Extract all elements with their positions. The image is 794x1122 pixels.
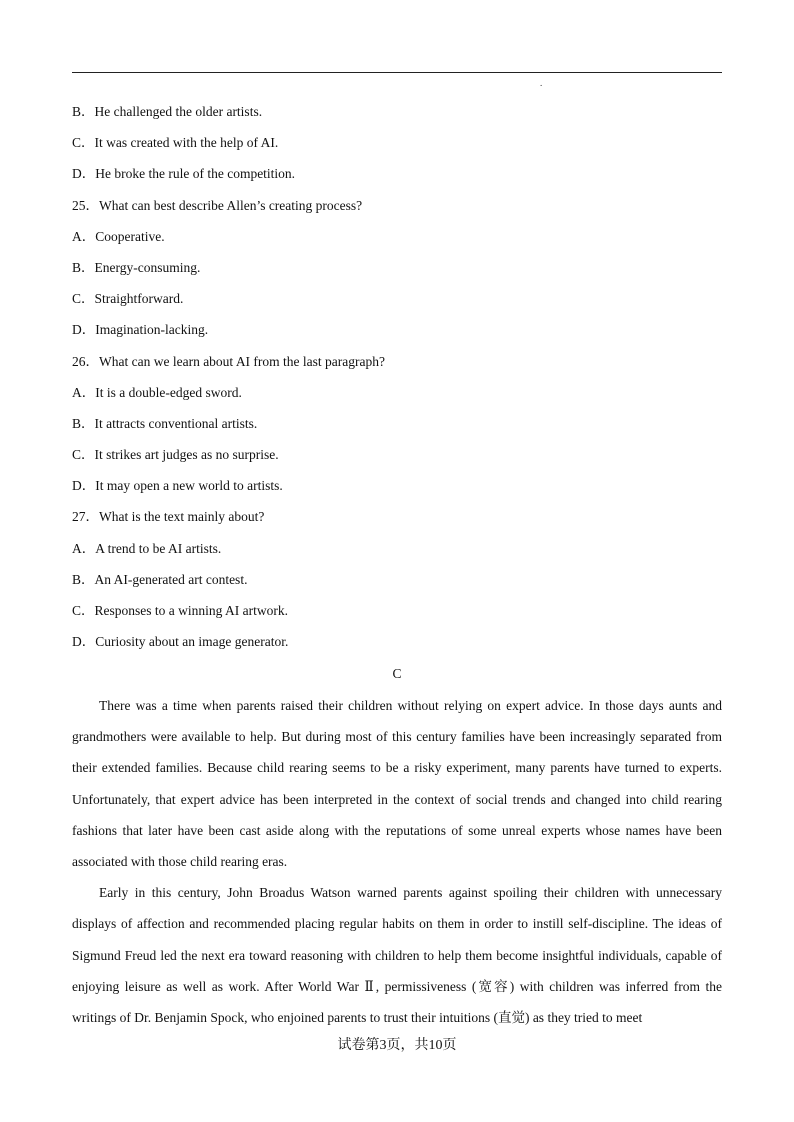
page-footer: 试卷第3页，共10页 [337, 1038, 457, 1053]
passage-paragraph-1: There was a time when parents raised their children without relying on expert advice. In those days aunts and grandmothers were available to help. But during most of this century families have been increasingly separated from their extended families. Because child rearing seems to be a risky experiment, many parents have turned to experts. Unfortunately, that expert advice has been interpreted in the context of social trends and changed into child rearing fashions that later have been cast aside along with the reputations of some unreal experts whose names have been associated with those child rearing eras. [72, 698, 722, 870]
option-25-a: A．Cooperative. [72, 228, 165, 244]
option-27-b: B．An AI-generated art contest. [72, 571, 248, 587]
question-27: 27．What is the text mainly about? [72, 509, 265, 525]
option-24-c: C．It was created with the help of AI. [72, 135, 279, 151]
section-label: C [392, 666, 402, 681]
option-25-c: C．Straightforward. [72, 291, 184, 307]
option-27-c: C．Responses to a winning AI artwork. [72, 603, 288, 618]
reading-passage [72, 690, 722, 1033]
option-26-c: C．It strikes art judges as no surprise. [72, 447, 279, 463]
option-25-d: D．Imagination-lacking. [72, 322, 209, 338]
header-rule [72, 72, 722, 73]
option-24-b: B．He challenged the older artists. [72, 104, 263, 119]
option-24-d: D．He broke the rule of the competition. [72, 166, 296, 182]
option-27-a: A．A trend to be AI artists. [72, 540, 222, 556]
question-options [72, 100, 722, 661]
option-27-d: D．Curiosity about an image generator. [72, 634, 289, 650]
question-26: 26．What can we learn about AI from the last paragraph? [72, 353, 385, 369]
option-25-b: B．Energy-consuming. [72, 259, 201, 275]
option-26-d: D．It may open a new world to artists. [72, 478, 283, 494]
question-25: 25．What can best describe Allen’s creating process? [72, 197, 363, 213]
option-26-b: B．It attracts conventional artists. [72, 415, 258, 431]
header-mark: . [540, 78, 543, 88]
option-26-a: A．It is a double-edged sword. [72, 384, 242, 400]
passage-paragraph-2: Early in this century, John Broadus Watson warned parents against spoiling their children with unnecessary displays of affection and recommended placing regular habits on them in order to instill self-discipline. The ideas of Sigmund Freud led the next era toward reasoning with children to help them become insightful individuals, capable of enjoying leisure as well as work. After World War Ⅱ, permissiveness (宽容) with children was inferred from the writings of Dr. Benjamin Spock, who enjoined parents to trust their intuitions (直觉) as they tried to meet [72, 885, 722, 1026]
